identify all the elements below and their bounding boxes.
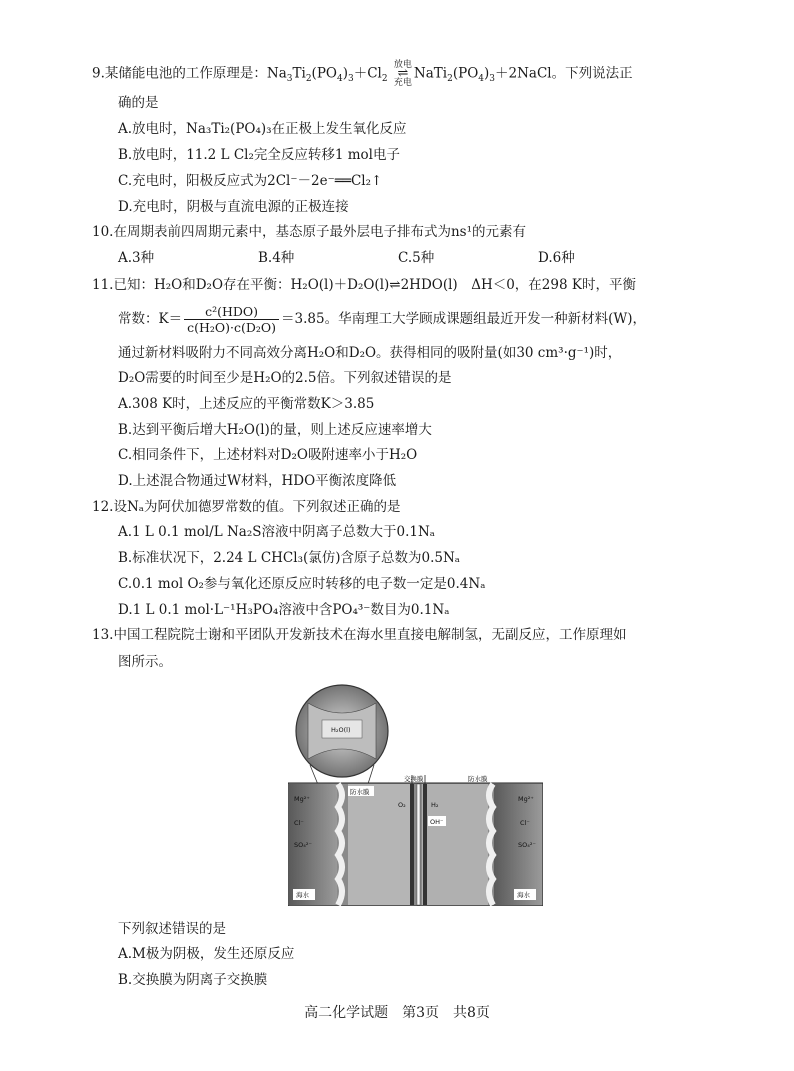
q11-stem: 11.已知：H₂O和D₂O存在平衡：H₂O(l)＋D₂O(l)⇌2HDO(l) ΔH＜0，在298 K时，平衡 <box>92 277 636 293</box>
so4-ion-label-right: SO₄²⁻ <box>518 841 536 849</box>
q9-option-b: B.放电时，11.2 L Cl₂完全反应转移1 mol电子 <box>118 147 401 163</box>
so4-ion-label: SO₄²⁻ <box>294 841 312 849</box>
q13-question: 下列叙述错误的是 <box>118 921 226 937</box>
q10-stem: 10.在周期表前四周期元素中，基态原子最外层电子排布式为ns¹的元素有 <box>92 224 527 240</box>
q11-option-d: D.上述混合物通过W材料，HDO平衡浓度降低 <box>118 473 397 489</box>
cl-ion-label-right: Cl⁻ <box>520 819 530 827</box>
k-fraction: $\frac{\text{c²(HDO)}}{\text{c(H₂O)·c(D₂O)}}$ <box>184 304 279 335</box>
q13-option-b: B.交换膜为阴离子交换膜 <box>118 972 268 988</box>
q11-stem-cont1: 通过新材料吸附力不同高效分离H₂O和D₂O。获得相同的吸附量(如30 cm³·g⁻¹)时， <box>118 345 622 361</box>
q10-option-a: A.3种 <box>118 250 155 266</box>
q10-option-d: D.6种 <box>538 250 575 266</box>
electrode-right <box>423 784 427 905</box>
exchange-membrane-label: 交换膜 <box>404 775 424 783</box>
q13-stem-cont: 图所示。 <box>118 654 172 670</box>
q11-option-c: C.相同条件下，上述材料对D₂O吸附速率小于H₂O <box>118 447 418 463</box>
q12-option-d: D.1 L 0.1 mol·L⁻¹H₃PO₄溶液中含PO₄³⁻数目为0.1Nₐ <box>118 602 450 618</box>
mg-ion-label-right: Mg²⁺ <box>518 795 534 803</box>
q9-option-a: A.放电时，Na₃Ti₂(PO₄)₃在正极上发生氧化反应 <box>118 121 407 137</box>
q11-option-b: B.达到平衡后增大H₂O(l)的量，则上述反应速率增大 <box>118 422 432 438</box>
q9-stem-cont: 确的是 <box>118 95 159 111</box>
mg-ion-label: Mg²⁺ <box>294 795 310 803</box>
q13-option-a: A.M极为阴极，发生还原反应 <box>118 946 295 962</box>
waterproof-right-label: 防水膜 <box>468 775 488 783</box>
q11-stem-cont2: D₂O需要的时间至少是H₂O的2.5倍。下列叙述错误的是 <box>118 370 452 386</box>
page-footer: 高二化学试题 第3页 共8页 <box>304 1005 490 1021</box>
cl-ion-label: Cl⁻ <box>294 819 304 827</box>
q10-option-c: C.5种 <box>398 250 435 266</box>
exchange-membrane <box>417 784 420 905</box>
electrolysis-diagram <box>288 683 543 906</box>
q9-option-d: D.充电时，阴极与直流电源的正极连接 <box>118 199 349 215</box>
seawater-left-label: 海水 <box>296 891 309 899</box>
q12-option-c: C.0.1 mol O₂参与氧化还原反应时转移的电子数一定是0.4Nₐ <box>118 576 486 592</box>
waterproof-left-label: 防水膜 <box>350 788 370 796</box>
electrode-left <box>410 784 414 905</box>
oh-label: OH⁻ <box>430 818 444 826</box>
seawater-right-label: 海水 <box>517 891 530 899</box>
q9-option-c: C.充电时，阳极反应式为2Cl⁻－2e⁻══Cl₂↑ <box>118 173 383 189</box>
reversible-arrow: 放电 ⇌ 充电 <box>393 60 412 88</box>
q13-stem: 13.中国工程院院士谢和平团队开发新技术在海水里直接电解制氢，无副反应，工作原理如 <box>92 627 627 643</box>
q12-option-a: A.1 L 0.1 mol/L Na₂S溶液中阴离子总数大于0.1Nₐ <box>118 524 435 540</box>
q12-stem: 12.设Nₐ为阿伏加德罗常数的值。下列叙述正确的是 <box>92 499 401 515</box>
o2-label: O₂ <box>398 801 406 809</box>
q11-option-a: A.308 K时，上述反应的平衡常数K＞3.85 <box>118 396 375 412</box>
h2-label: H₂ <box>431 801 439 809</box>
q11-equilibrium-constant: 常数：K＝ $\frac{\text{c²(HDO)}}{\text{c(H₂O)·c(D₂O)}}$ ＝3.85。华南理工大学顾成课题组最近开发一种新材料(W)， <box>118 304 646 335</box>
h2o-liquid-label: H₂O(l) <box>331 726 351 734</box>
electrolysis-diagram-svg <box>288 683 543 906</box>
q9-stem: 9.某储能电池的工作原理是：$Na_3Ti_2(PO_4)_3+Cl_2$ 放电 ⇌ 充电 $NaTi_2(PO_4)_3+2NaCl$。下列说法正 <box>92 60 633 88</box>
q10-option-b: B.4种 <box>258 250 295 266</box>
q12-option-b: B.标准状况下，2.24 L CHCl₃(氯仿)含原子总数为0.5Nₐ <box>118 550 461 566</box>
